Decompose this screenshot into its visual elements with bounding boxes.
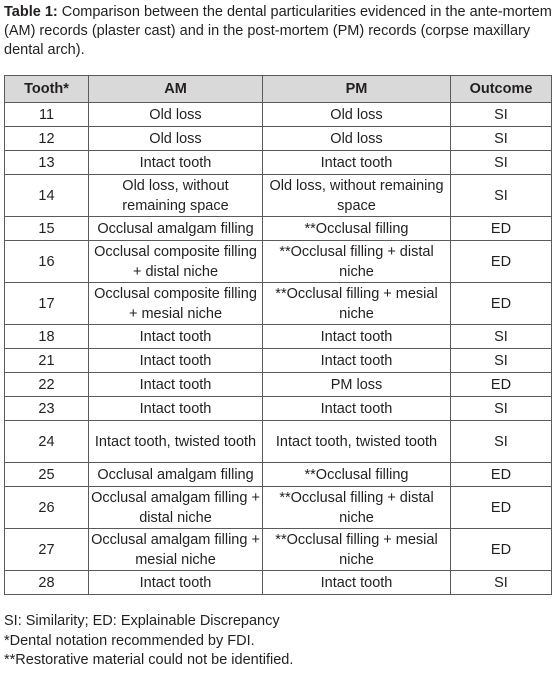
footnote-notation: *Dental notation recommended by FDI. [4,632,255,649]
cell-pm: **Occlusal filling [263,217,451,241]
cell-outcome: ED [451,463,552,487]
cell-pm: **Occlusal filling + mesial niche [263,283,451,325]
table-row [5,151,552,175]
cell-outcome: SI [451,103,552,127]
cell-outcome: SI [451,151,552,175]
cell-tooth: 26 [5,487,89,529]
table-row [5,325,552,349]
cell-am: Occlusal amalgam filling [89,217,263,241]
cell-pm: Intact tooth [263,397,451,421]
caption-text: Comparison between the dental particularities evidenced in the ante-mortem (AM) records (plaster cast) and in the post-mortem (PM) records (corpse maxillary dental arch). [4,4,552,58]
header-outcome: Outcome [451,76,552,103]
cell-pm: **Occlusal filling + distal niche [263,241,451,283]
cell-am: Occlusal amalgam filling + mesial niche [89,529,263,571]
cell-outcome: ED [451,283,552,325]
cell-tooth: 17 [5,283,89,325]
cell-am: Old loss [89,127,263,151]
cell-outcome: SI [451,349,552,373]
cell-tooth: 16 [5,241,89,283]
table-header-row [5,76,552,103]
cell-outcome: SI [451,325,552,349]
cell-am: Old loss [89,103,263,127]
cell-tooth: 18 [5,325,89,349]
cell-am: Intact tooth [89,397,263,421]
cell-tooth: 25 [5,463,89,487]
cell-am: Occlusal composite filling + mesial niche [89,283,263,325]
header-am: AM [89,76,263,103]
cell-pm: Old loss [263,103,451,127]
header-tooth: Tooth* [5,76,89,103]
cell-outcome: ED [451,487,552,529]
cell-am: Occlusal composite filling + distal niche [89,241,263,283]
cell-tooth: 24 [5,421,89,463]
cell-pm: **Occlusal filling + mesial niche [263,529,451,571]
table-row [5,463,552,487]
footnote-abbreviations: SI: Similarity; ED: Explainable Discrepancy [4,613,280,629]
table-row [5,241,552,283]
table-caption [4,3,552,60]
table-row [5,127,552,151]
cell-pm: Intact tooth [263,349,451,373]
cell-tooth: 28 [5,571,89,595]
cell-pm: PM loss [263,373,451,397]
cell-am: Occlusal amalgam filling [89,463,263,487]
table-row [5,283,552,325]
cell-am: Intact tooth [89,571,263,595]
cell-outcome: SI [451,127,552,151]
cell-tooth: 13 [5,151,89,175]
cell-tooth: 22 [5,373,89,397]
cell-am: Intact tooth [89,325,263,349]
cell-pm: Intact tooth [263,325,451,349]
cell-tooth: 23 [5,397,89,421]
cell-pm: Old loss, without remaining space [263,175,451,217]
cell-tooth: 15 [5,217,89,241]
cell-pm: Old loss [263,127,451,151]
cell-am: Intact tooth, twisted tooth [89,421,263,463]
table-row [5,571,552,595]
cell-pm: Intact tooth [263,571,451,595]
table-row [5,217,552,241]
table-footnotes [4,612,552,671]
table-row [5,421,552,463]
table-row [5,103,552,127]
table-row [5,349,552,373]
caption-label: Table 1: [4,4,58,20]
cell-am: Old loss, without remaining space [89,175,263,217]
cell-pm: **Occlusal filling [263,463,451,487]
cell-am: Intact tooth [89,151,263,175]
cell-tooth: 21 [5,349,89,373]
cell-outcome: SI [451,421,552,463]
dental-comparison-table [4,75,552,595]
table-row [5,175,552,217]
cell-tooth: 27 [5,529,89,571]
cell-pm: Intact tooth [263,151,451,175]
cell-outcome: ED [451,241,552,283]
table-row [5,487,552,529]
cell-outcome: SI [451,397,552,421]
cell-tooth: 14 [5,175,89,217]
cell-am: Intact tooth [89,349,263,373]
cell-am: Occlusal amalgam filling + distal niche [89,487,263,529]
cell-tooth: 11 [5,103,89,127]
cell-outcome: ED [451,217,552,241]
table-row [5,529,552,571]
table-row [5,397,552,421]
cell-am: Intact tooth [89,373,263,397]
cell-outcome: SI [451,175,552,217]
cell-outcome: ED [451,529,552,571]
cell-pm: Intact tooth, twisted tooth [263,421,451,463]
cell-outcome: SI [451,571,552,595]
footnote-restorative: **Restorative material could not be identified. [4,652,294,669]
header-pm: PM [263,76,451,103]
cell-outcome: ED [451,373,552,397]
cell-pm: **Occlusal filling + distal niche [263,487,451,529]
table-row [5,373,552,397]
cell-tooth: 12 [5,127,89,151]
